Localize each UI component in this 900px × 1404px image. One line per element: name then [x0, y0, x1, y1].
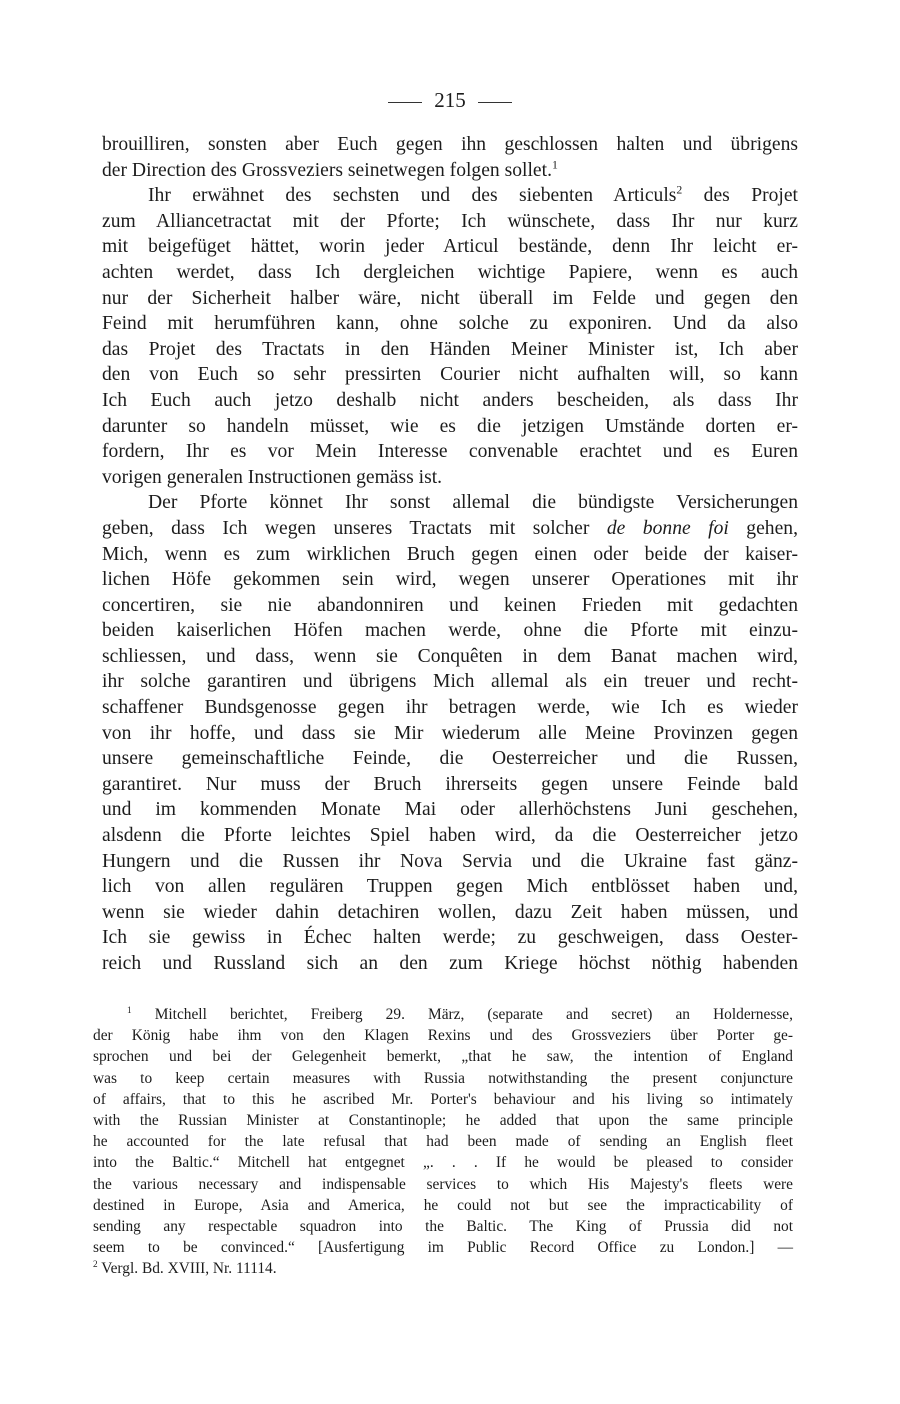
body-text: lich von allen regulären Truppen gegen Mich entblösset haben und,	[102, 876, 798, 898]
footnote-text: destined in Europe, Asia and America, he could not but see the impracticability of	[93, 1196, 793, 1214]
body-line	[102, 388, 798, 414]
footnote-text: with the Russian Minister at Constantinople; he added that upon the same principle	[93, 1112, 793, 1130]
footnote-text: seem to be convinced.“ [Ausfertigung im Public Record Office zu London.] —	[93, 1239, 793, 1257]
body-text: alsdenn die Pforte leichtes Spiel haben wird, da die Oesterreicher jetzo	[102, 825, 798, 847]
body-line	[102, 209, 798, 235]
body-text: reich und Russland sich an den zum Kriege höchst nöthig habenden	[102, 953, 798, 974]
body-line	[102, 951, 798, 977]
body-line	[102, 542, 798, 568]
footnote-line	[93, 1131, 793, 1152]
body-text: Mich, wenn es zum wirklichen Bruch gegen einen oder beide der kaiser-	[102, 543, 798, 565]
body-line	[102, 439, 798, 465]
body-line	[102, 465, 798, 491]
footnote-line	[93, 1174, 793, 1195]
footnote-reference: 2	[676, 183, 683, 197]
footnote-line	[93, 1046, 793, 1067]
footnote-line	[93, 1068, 793, 1089]
body-text: und im kommenden Monate Mai oder allerhöchstens Juni geschehen,	[102, 799, 798, 821]
body-line	[102, 772, 798, 798]
body-text: unsere gemeinschaftliche Feinde, die Oesterreicher und die Russen,	[102, 748, 798, 770]
footnote-line	[93, 1152, 793, 1173]
body-line	[102, 593, 798, 619]
page-header	[0, 86, 900, 114]
body-text: fordern, Ihr es vor Mein Interesse convenable erachtet und es Euren	[102, 441, 798, 463]
body-line	[102, 183, 798, 209]
footnote-line	[93, 1216, 793, 1237]
body-line	[102, 567, 798, 593]
footnote-text: Vergl. Bd. XVIII, Nr. 11114.	[97, 1260, 277, 1278]
body-line	[102, 286, 798, 312]
footnote-line	[93, 1110, 793, 1131]
body-text: achten werdet, dass Ich dergleichen wichtige Papiere, wenn es auch	[102, 261, 798, 283]
body-text: ihr solche garantiren und übrigens Mich allemal als ein treuer und recht-	[102, 671, 798, 693]
footnote-line	[93, 1237, 793, 1258]
body-line	[102, 746, 798, 772]
footnote-reference: 1	[551, 158, 558, 172]
body-text: Hungern und die Russen ihr Nova Servia und die Ukraine fast gänz-	[102, 850, 798, 872]
footnote-text: he accounted for the late refusal that had been made of sending an English fleet	[93, 1133, 793, 1151]
body-line	[102, 362, 798, 388]
body-text: geben, dass Ich wegen unseres Tractats mit solcher	[102, 517, 607, 539]
header-dash-right	[478, 102, 512, 103]
body-line	[102, 849, 798, 875]
body-text: Ich Euch auch jetzo deshalb nicht anders bescheiden, als dass Ihr	[102, 389, 798, 411]
body-text: das Projet des Tractats in den Händen Meiner Minister ist, Ich aber	[102, 338, 798, 360]
footnote-line	[93, 1025, 793, 1046]
body-text: vorigen generalen Instructionen gemäss ist.	[102, 466, 443, 488]
body-line	[102, 516, 798, 542]
footnote-line	[93, 1195, 793, 1216]
italic-phrase: de bonne foi	[606, 517, 729, 539]
body-text: schliessen, und dass, wenn sie Conquêten in dem Banat machen wird,	[102, 645, 798, 667]
footnote-text: was to keep certain measures with Russia notwithstanding the present conjuncture	[93, 1069, 793, 1087]
body-line	[102, 414, 798, 440]
footnote-line	[93, 1004, 793, 1025]
body-line	[102, 490, 798, 516]
body-text: Ich sie gewiss in Échec halten werde; zu geschweigen, dass Oester-	[102, 927, 798, 949]
header-dash-left	[388, 102, 422, 103]
footnote-text: der König habe ihm von den Klagen Rexins und des Grossveziers über Porter ge-	[93, 1027, 793, 1045]
body-text: concertiren, sie nie abandonniren und keinen Frieden mit gedachten	[102, 594, 798, 616]
footnote-text: into the Baltic.“ Mitchell hat entgegnet „. . . If he would be pleased to consider	[93, 1154, 793, 1172]
body-text: von ihr hoffe, und dass sie Mir wiederum alle Meine Provinzen gegen	[102, 722, 798, 744]
body-line	[102, 132, 798, 158]
footnote-text: sending any respectable squadron into the Baltic. The King of Prussia did not	[93, 1218, 793, 1236]
footnote-text: Mitchell berichtet, Freiberg 29. März, (separate and secret) an Holdernesse,	[131, 1006, 793, 1023]
footnote-line	[93, 1089, 793, 1110]
body-text: nur der Sicherheit halber wäre, nicht überall im Felde und gegen den	[102, 287, 798, 309]
body-line	[102, 823, 798, 849]
body-text: lichen Höfe gekommen sein wird, wegen unserer Operationes mit ihr	[102, 569, 798, 591]
body-text: garantiret. Nur muss der Bruch ihrerseits gegen unsere Feinde bald	[102, 773, 798, 795]
body-line	[102, 158, 798, 184]
body-text	[102, 132, 798, 977]
footnote-marker: 1	[127, 1004, 132, 1015]
body-text: beiden kaiserlichen Höfen machen werde, ohne die Pforte mit einzu-	[102, 620, 798, 642]
footnote-text: sprochen und bei der Gelegenheit bemerkt, „that he saw, the intention of England	[93, 1048, 793, 1066]
body-text: zum Alliancetractat mit der Pforte; Ich wünschete, dass Ihr nur kurz	[102, 210, 798, 232]
footnote-text: the various necessary and indispensable services to which His Majesty's fleets were	[93, 1175, 793, 1193]
body-text: des Projet	[682, 185, 798, 207]
body-line	[102, 721, 798, 747]
body-line	[102, 311, 798, 337]
body-line	[102, 234, 798, 260]
body-text: Ihr erwähnet des sechsten und des siebenten Articuls	[148, 185, 677, 207]
footnotes	[93, 1004, 793, 1280]
body-line	[102, 337, 798, 363]
body-text: den von Euch so sehr pressirten Courier nicht aufhalten will, so kann	[102, 364, 798, 386]
body-text: wenn sie wieder dahin detachiren wollen, dazu Zeit haben müssen, und	[102, 901, 798, 923]
body-line	[102, 874, 798, 900]
body-line	[102, 669, 798, 695]
body-text: Feind mit herumführen kann, ohne solche zu exponiren. Und da also	[102, 313, 798, 335]
body-text: der Direction des Grossveziers seinetwegen folgen sollet.	[102, 159, 552, 181]
body-line	[102, 695, 798, 721]
page-number: 215	[434, 88, 466, 112]
body-line	[102, 900, 798, 926]
footnote-line	[93, 1258, 793, 1279]
body-line	[102, 644, 798, 670]
body-line	[102, 797, 798, 823]
body-text: mit beigefüget hättet, worin jeder Articul bestände, denn Ihr leicht er-	[102, 236, 798, 258]
body-line	[102, 260, 798, 286]
footnote-text: of affairs, that to this he ascribed Mr. Porter's behaviour and his living so intimately	[93, 1090, 793, 1108]
body-text: brouilliren, sonsten aber Euch gegen ihn geschlossen halten und übrigens	[102, 134, 798, 155]
body-text: Der Pforte könnet Ihr sonst allemal die bündigste Versicherungen	[148, 492, 798, 514]
body-text: darunter so handeln müsset, wie es die jetzigen Umstände dorten er-	[102, 415, 798, 437]
body-text: gehen,	[728, 517, 798, 539]
footnote-marker: 2	[93, 1259, 98, 1270]
body-line	[102, 618, 798, 644]
body-line	[102, 925, 798, 951]
body-text: schaffener Bundsgenosse gegen ihr betragen werde, wie Ich es wieder	[102, 697, 798, 719]
